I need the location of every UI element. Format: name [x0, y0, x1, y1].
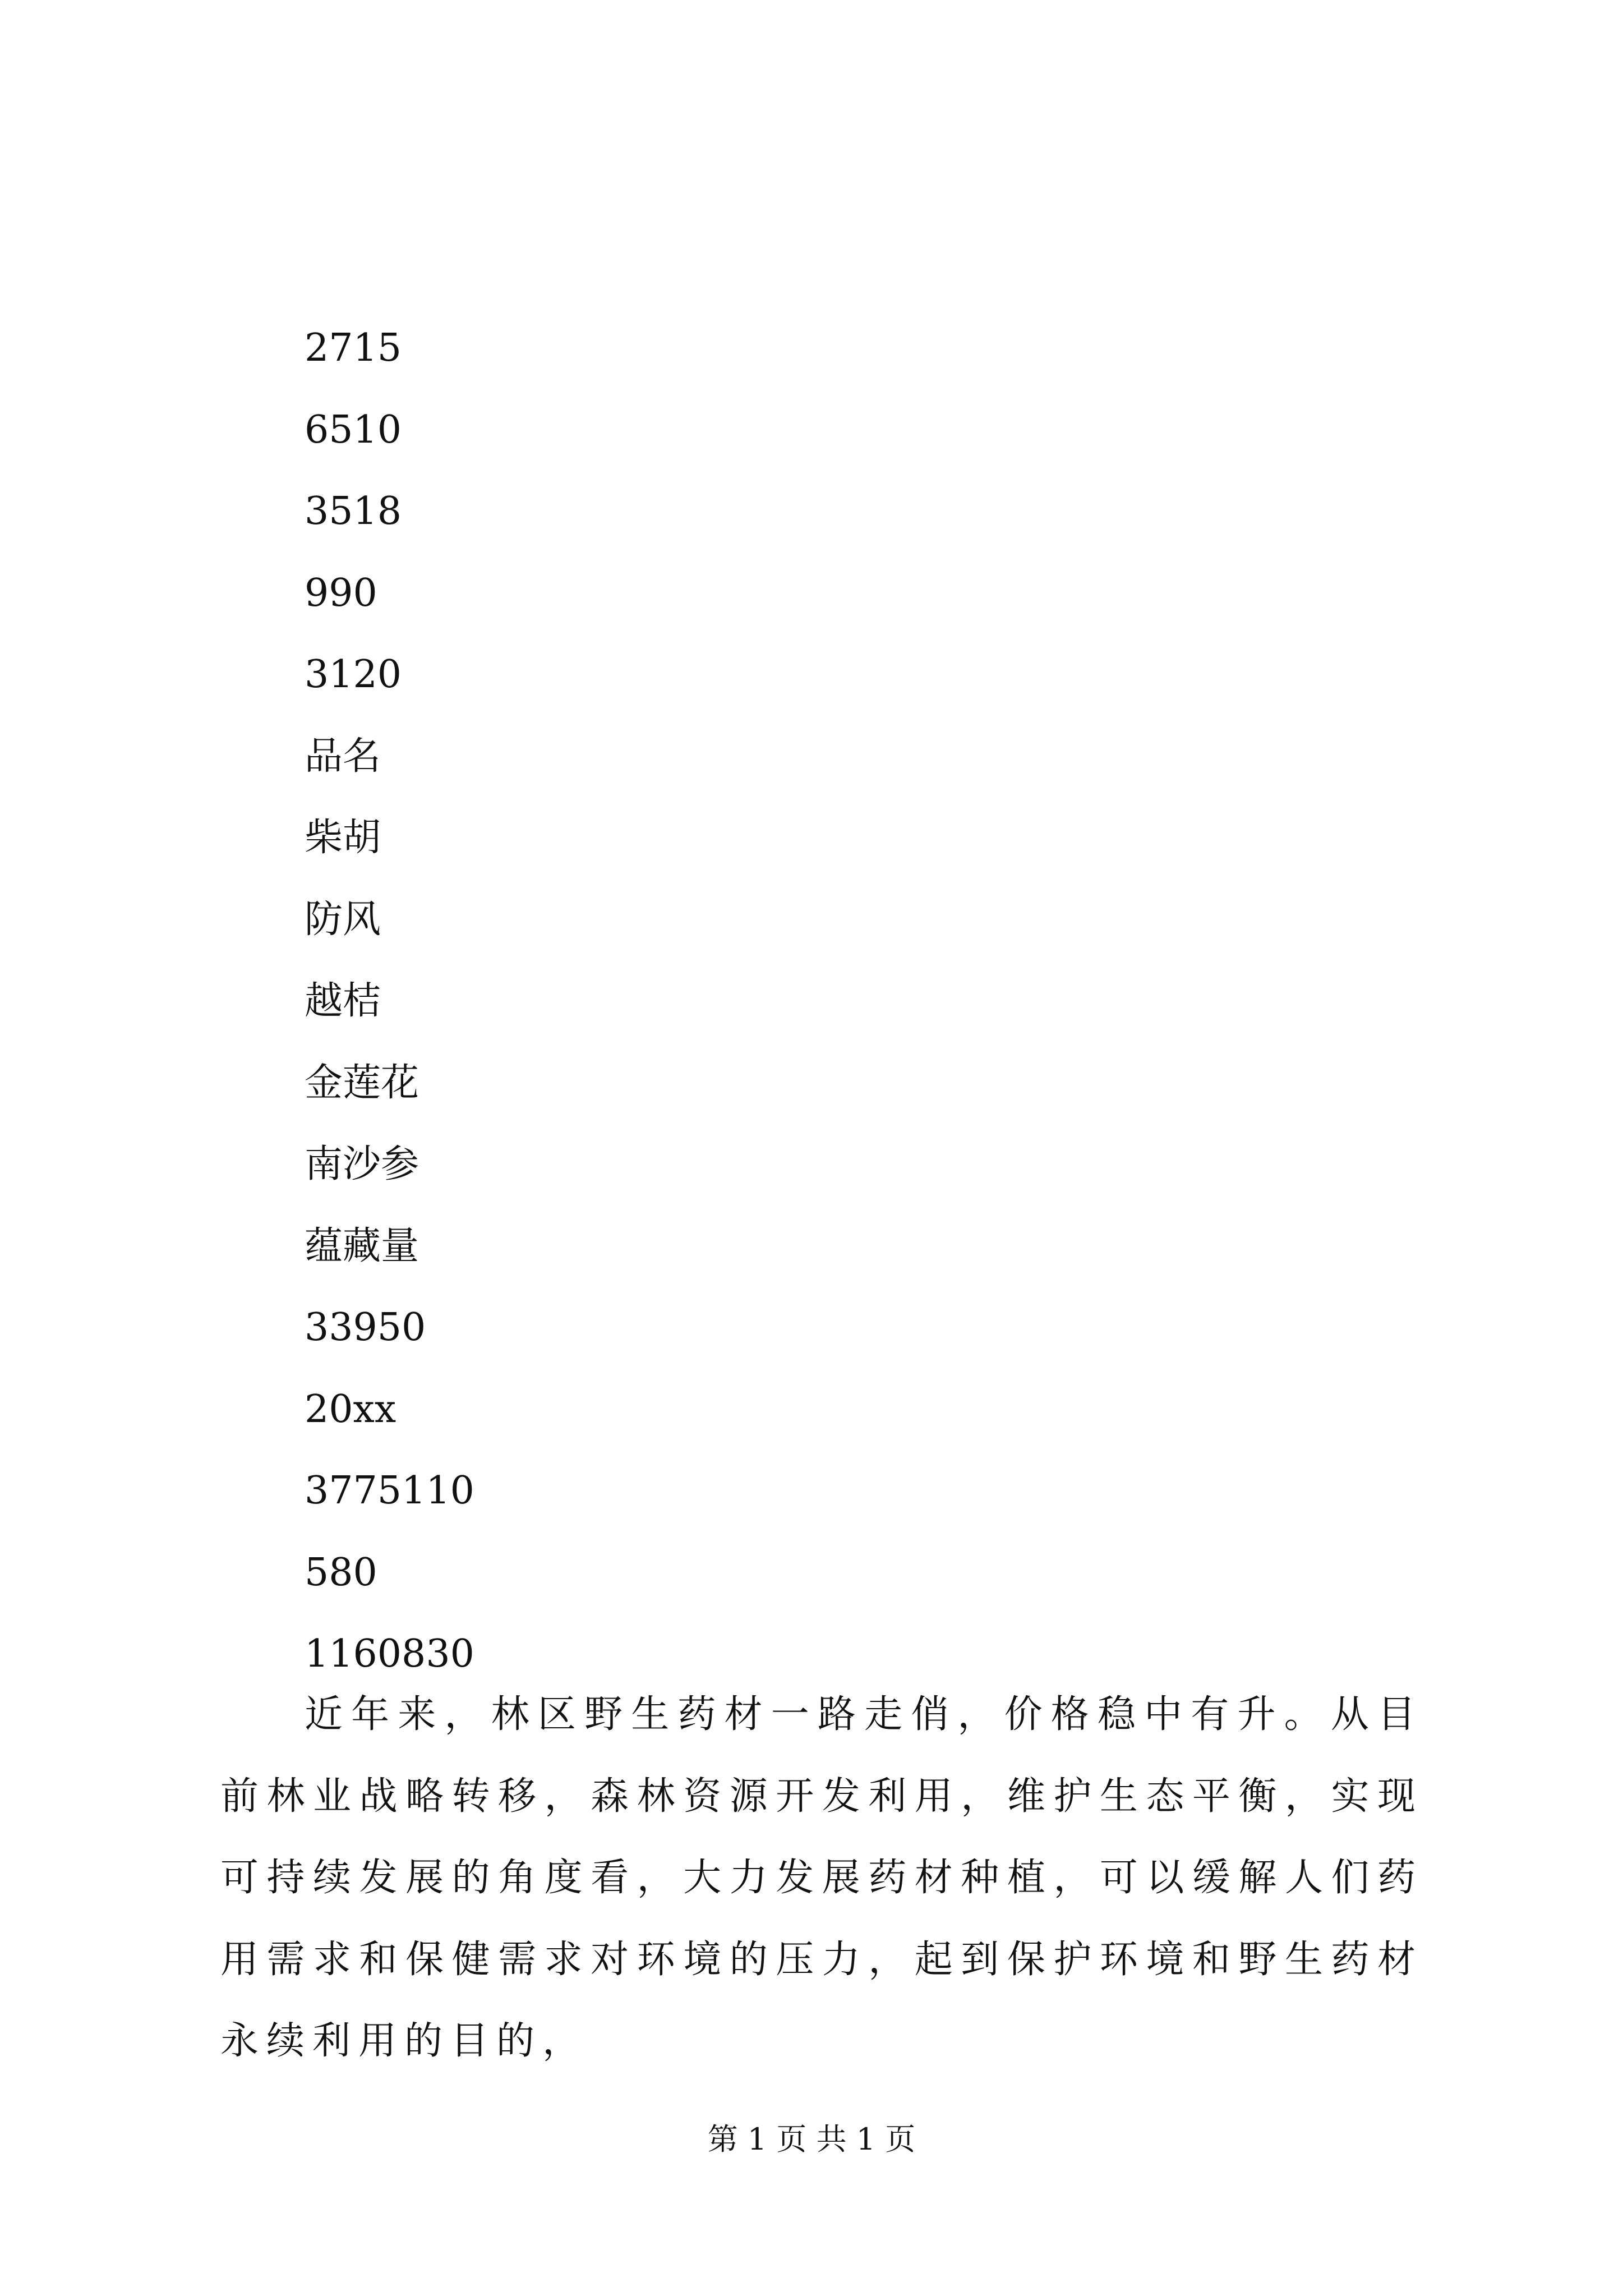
text-line: 3120 — [305, 652, 402, 697]
text-line: 金莲花 — [305, 1060, 419, 1105]
text-line: 3518 — [305, 489, 402, 533]
page-footer: 第 1 页 共 1 页 — [707, 2122, 916, 2157]
text-line: 柴胡 — [305, 816, 381, 860]
text-line: 品名 — [305, 734, 381, 779]
text-line: 580 — [305, 1550, 377, 1595]
text-line: 33950 — [305, 1305, 426, 1350]
text-line: 3775110 — [305, 1469, 474, 1513]
text-line: 蕴藏量 — [305, 1223, 419, 1268]
text-line: 20xx — [305, 1387, 396, 1432]
text-line: 防风 — [305, 897, 381, 942]
body-paragraph: 近年来，林区野生药材一路走俏，价格稳中有升。从目前林业战略转移，森林资源开发利用，维护生态平衡，实现可持续发展的角度看，大力发展药材种植，可以缓解人们药用需求和保健需求对环境的压力，起到保护环境和野生药材永续利用的目的， — [220, 1692, 1423, 2063]
text-line: 越桔 — [305, 979, 381, 1023]
text-line: 2715 — [305, 326, 402, 370]
text-line: 6510 — [305, 407, 402, 452]
text-line: 南沙参 — [305, 1142, 419, 1186]
text-line: 1160830 — [305, 1632, 474, 1676]
text-lines — [305, 307, 474, 1695]
text-line: 990 — [305, 570, 377, 615]
